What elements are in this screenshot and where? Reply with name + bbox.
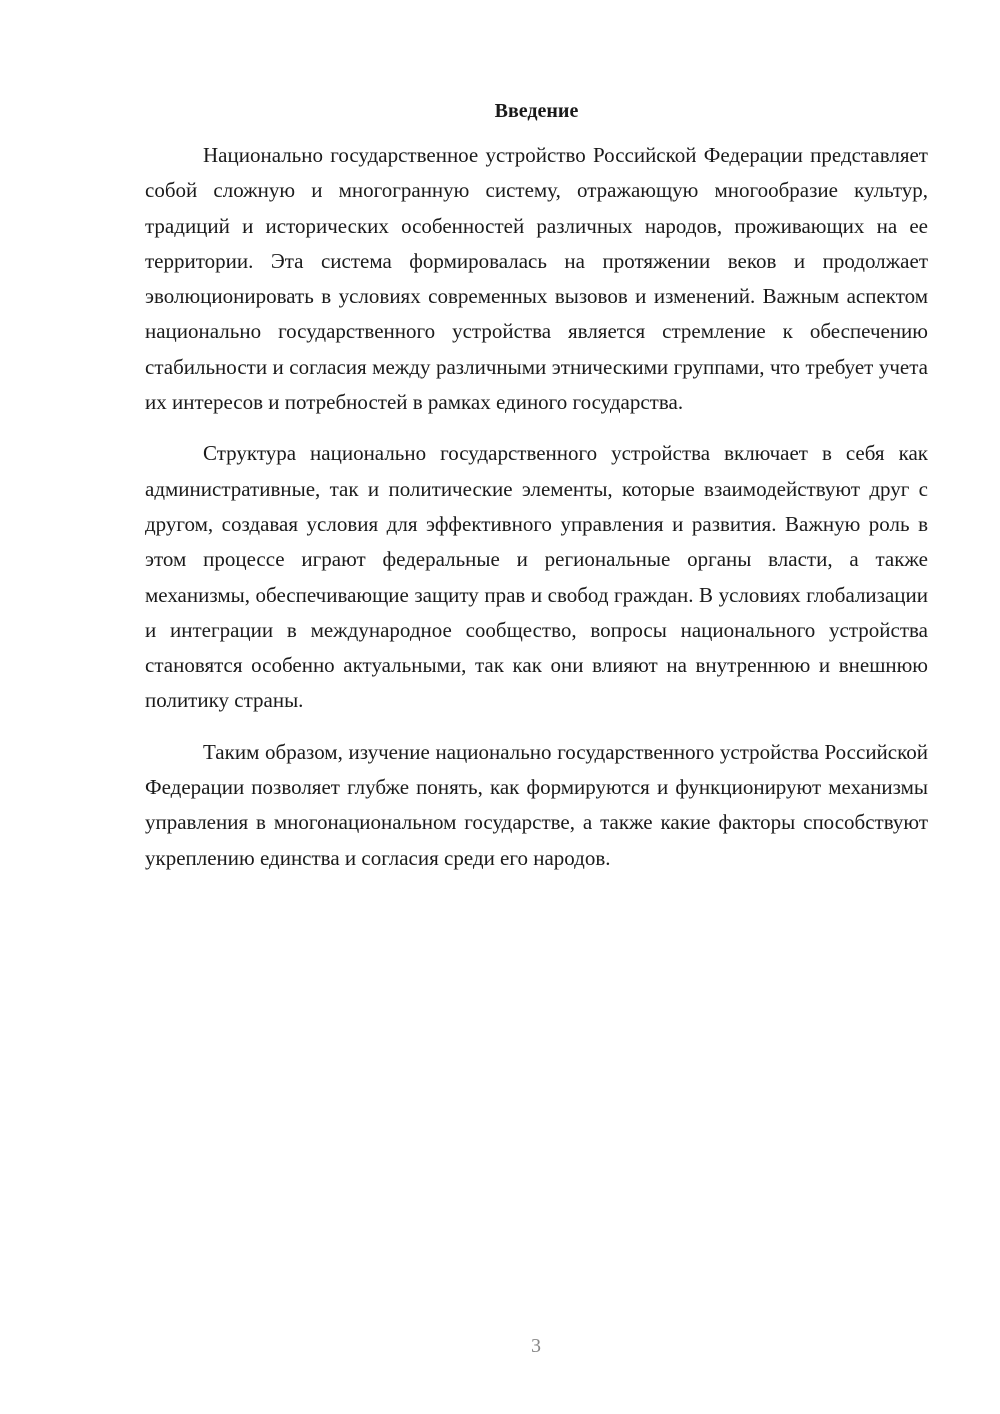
paragraph-1: Национально государственное устройство Российской Федерации представляет собой сложную и многогранную систему, отражающую многообразие культур, традиций и исторических особенностей различных народов, проживающих на ее территории. Эта система формировалась на протяжении веков и продолжает эволюционировать в условиях современных вызовов и изменений. Важным аспектом национально государственного устройства является стремление к обеспечению стабильности и согласия между различными этническими группами, что требует учета их интересов и потребностей в рамках единого государства. — [145, 143, 928, 415]
paragraph-3: Таким образом, изучение национально государственного устройства Российской Федерации позволяет глубже понять, как формируются и функционируют механизмы управления в многонациональном государстве, а также какие факторы способствуют укреплению единства и согласия среди его народов. — [145, 739, 928, 870]
page-content — [145, 96, 928, 876]
page-number: 3 — [531, 1335, 541, 1357]
paragraph-2: Структура национально государственного устройства включает в себя как административные, так и политические элементы, которые взаимодействуют друг с другом, создавая условия для эффективного управления и развития. Важную роль в этом процессе играют федеральные и региональные органы власти, а также механизмы, обеспечивающие защиту прав и свобод граждан. В условиях глобализации и интеграции в международное сообщество, вопросы национального устройства становятся особенно актуальными, так как они влияют на внутреннюю и внешнюю политику страны. — [145, 441, 928, 713]
section-heading: Введение — [494, 100, 579, 122]
